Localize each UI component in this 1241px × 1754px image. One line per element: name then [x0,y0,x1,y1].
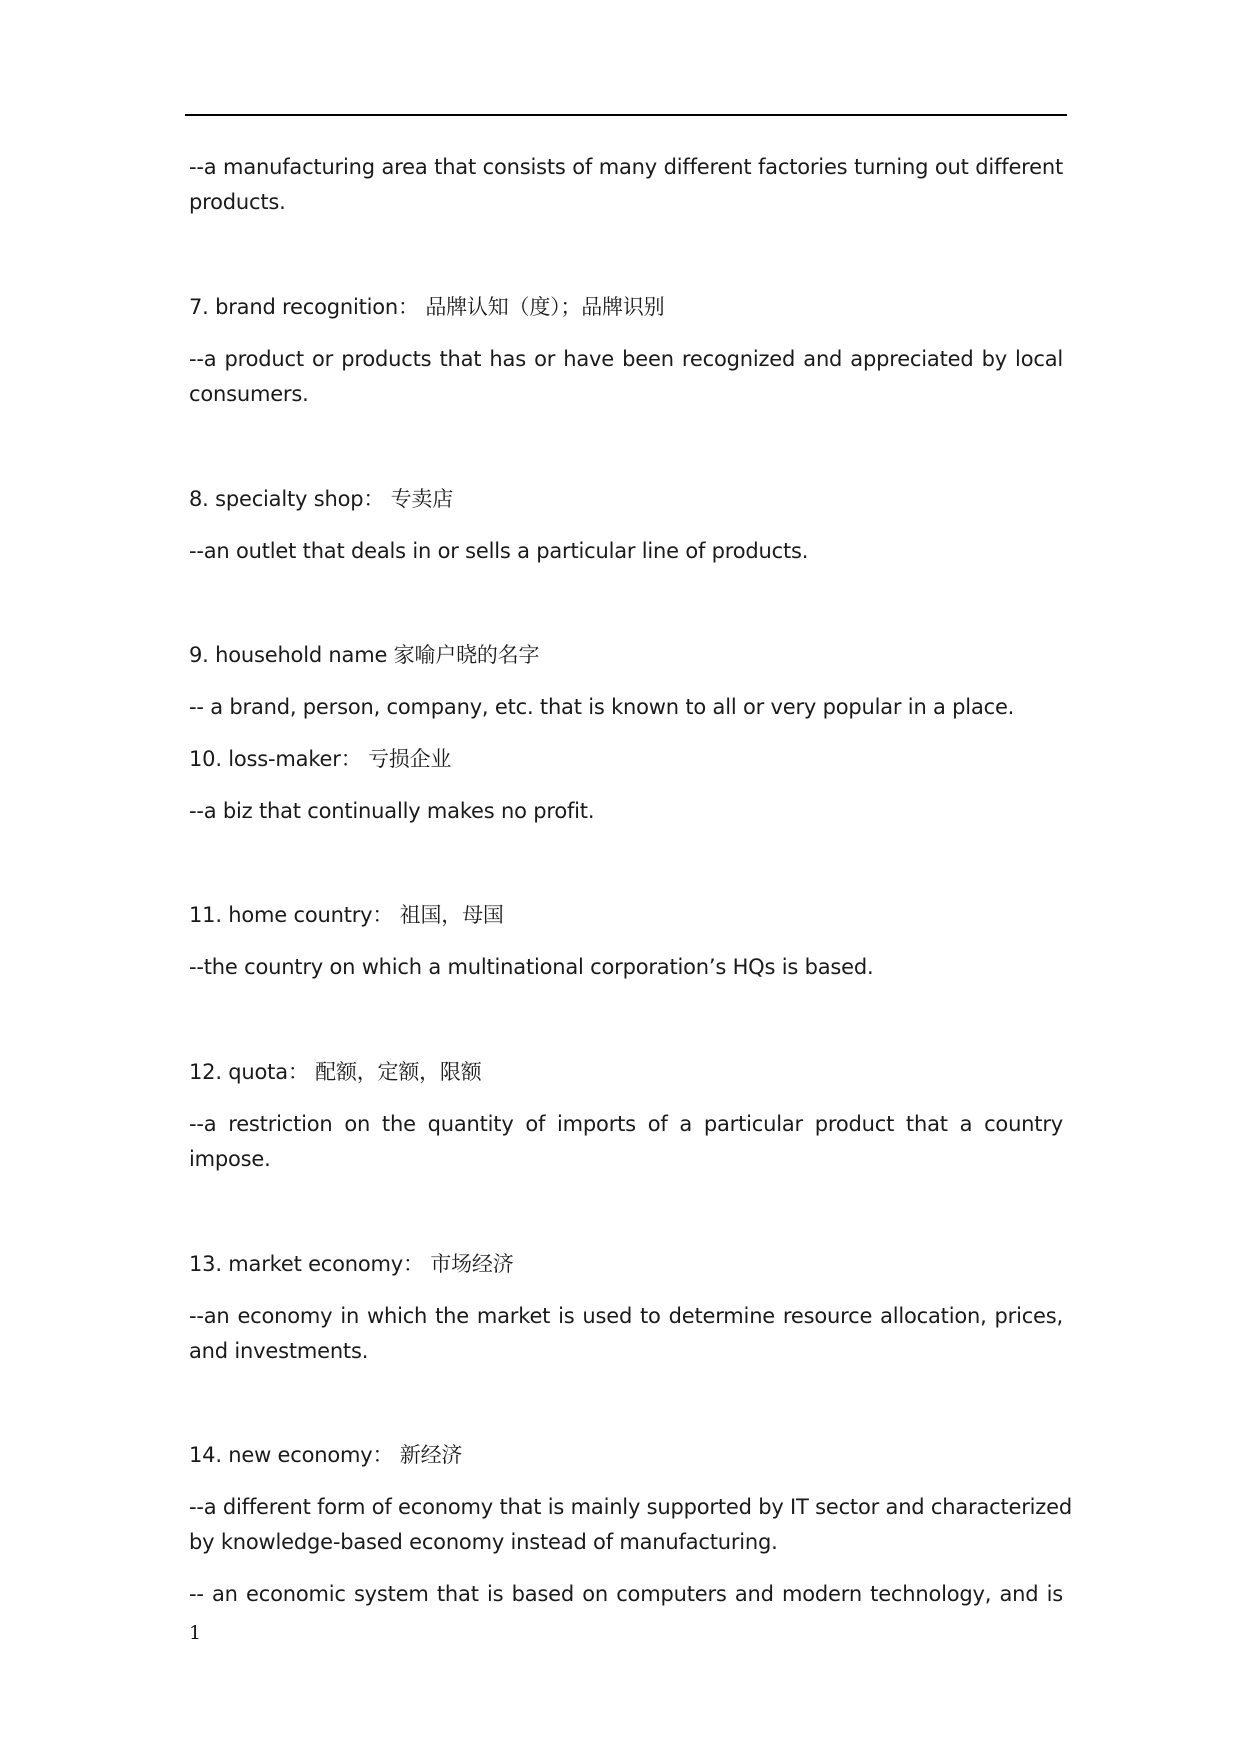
definition-line: by knowledge-based economy instead of manufacturing. [189,1530,778,1554]
term-heading: 9. household name 家喻户晓的名字 [189,643,540,667]
term-heading: 7. brand recognition： 品牌认知（度）；品牌识别 [189,295,665,319]
definition-line: --a manufacturing area that consists of many different factories turning out different [189,155,1063,179]
term-heading: 8. specialty shop： 专卖店 [189,487,454,511]
definition-line: impose. [189,1147,271,1171]
term-heading: 14. new economy： 新经济 [189,1443,463,1467]
term-heading: 10. loss-maker： 亏损企业 [189,747,452,771]
definition-line: -- an economic system that is based on computers and modern technology, and is [189,1582,1063,1606]
definition-line: --an economy in which the market is used to determine resource allocation, prices, [189,1304,1063,1328]
definition-line: --an outlet that deals in or sells a particular line of products. [189,539,809,563]
definition-line: consumers. [189,382,309,406]
definition-line: --a product or products that has or have been recognized and appreciated by local [189,347,1063,371]
definition-line: --a restriction on the quantity of imports of a particular product that a country [189,1112,1063,1136]
definition-line: products. [189,190,286,214]
definition-line: and investments. [189,1339,369,1363]
term-heading: 13. market economy： 市场经济 [189,1252,514,1276]
definition-line: --a different form of economy that is mainly supported by IT sector and characterized [189,1495,1072,1519]
definition-line: --the country on which a multinational corporation’s HQs is based. [189,955,874,979]
term-heading: 12. quota： 配额，定额，限额 [189,1060,482,1084]
definition-line: -- a brand, person, company, etc. that is known to all or very popular in a place. [189,695,1015,719]
term-heading: 11. home country： 祖国，母国 [189,903,504,927]
header-rule [185,114,1067,116]
page-number: 1 [189,1622,202,1644]
definition-line: --a biz that continually makes no profit. [189,799,595,823]
